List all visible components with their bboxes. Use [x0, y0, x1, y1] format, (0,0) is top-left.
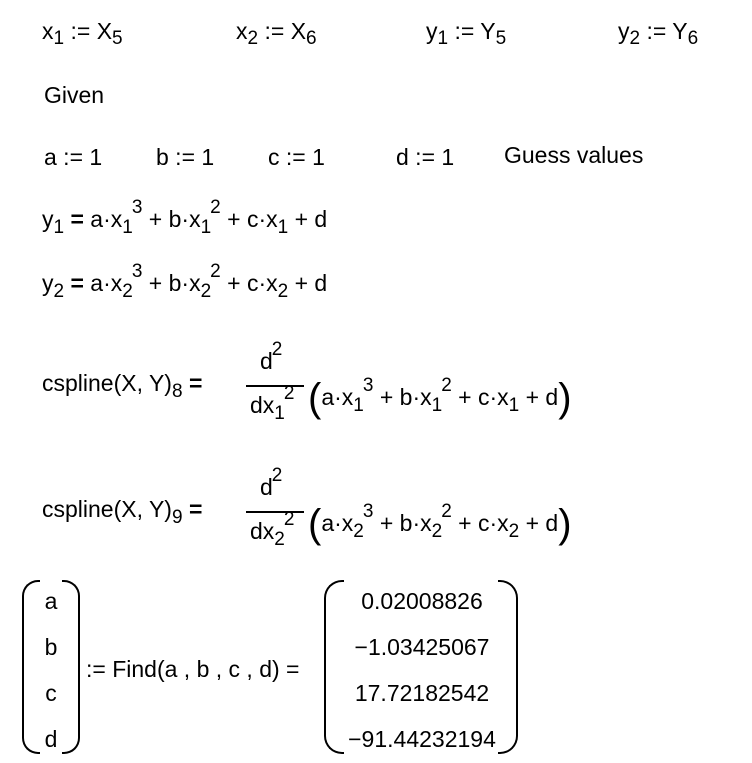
constraint-y1[interactable]: $y_1 = a\cdot x_1^3 + b\cdot x_1^2 + c\cdot x_1 + d$ — [42, 197, 328, 238]
cspline-8-fraction-bar — [246, 385, 304, 387]
var-c: c — [45, 680, 57, 706]
guess-d[interactable]: d := 1 — [396, 144, 455, 170]
cspline-8-lhs[interactable]: cspline(X, $Y)_8$ = — [42, 370, 203, 402]
cspline-9-fraction-bar — [246, 511, 304, 513]
cspline-8-numerator: $d^2$ — [260, 339, 283, 374]
guess-note[interactable]: Guess values — [504, 142, 644, 168]
var-b: b — [44, 634, 58, 660]
find-expression: := Find(a , b , c , d) = — [86, 656, 300, 682]
result-c: 17.72182542 — [354, 680, 490, 706]
guess-a[interactable]: a := 1 — [44, 144, 103, 170]
result-a: 0.02008826 — [361, 588, 483, 614]
cspline-9-lhs[interactable]: cspline(X, $Y)_9$ = — [42, 496, 203, 528]
def-y2[interactable]: $y_2$ := $Y_6$ — [618, 18, 699, 49]
var-a: a — [44, 588, 58, 614]
cspline-8-paren-expr[interactable]: $(a\cdot x_1^3 + b\cdot x_1^2 + c\cdot x_1 + d)$ — [308, 375, 572, 420]
find-block[interactable] — [22, 578, 532, 758]
def-x1[interactable]: $x_1$ := $X_5$ — [42, 18, 123, 49]
cspline-8-denominator: $dx_1^2$ — [250, 383, 295, 424]
result-b: −1.03425067 — [354, 634, 490, 660]
def-y1[interactable]: $y_1$ := $Y_5$ — [426, 18, 507, 49]
given-label[interactable]: Given — [44, 82, 105, 108]
var-d: d — [44, 726, 58, 752]
cspline-9-numerator: $d^2$ — [260, 465, 283, 500]
result-d: −91.44232194 — [348, 726, 496, 752]
def-x2[interactable]: $x_2$ := $X_6$ — [236, 18, 317, 49]
guess-c[interactable]: c := 1 — [268, 144, 325, 170]
guess-b[interactable]: b := 1 — [156, 144, 215, 170]
cspline-9-paren-expr[interactable]: $(a\cdot x_2^3 + b\cdot x_2^2 + c\cdot x_2 + d)$ — [308, 501, 572, 546]
cspline-9-denominator: $dx_2^2$ — [250, 509, 295, 550]
constraint-y2[interactable]: $y_2 = a\cdot x_2^3 + b\cdot x_2^2 + c\cdot x_2 + d$ — [42, 261, 328, 302]
